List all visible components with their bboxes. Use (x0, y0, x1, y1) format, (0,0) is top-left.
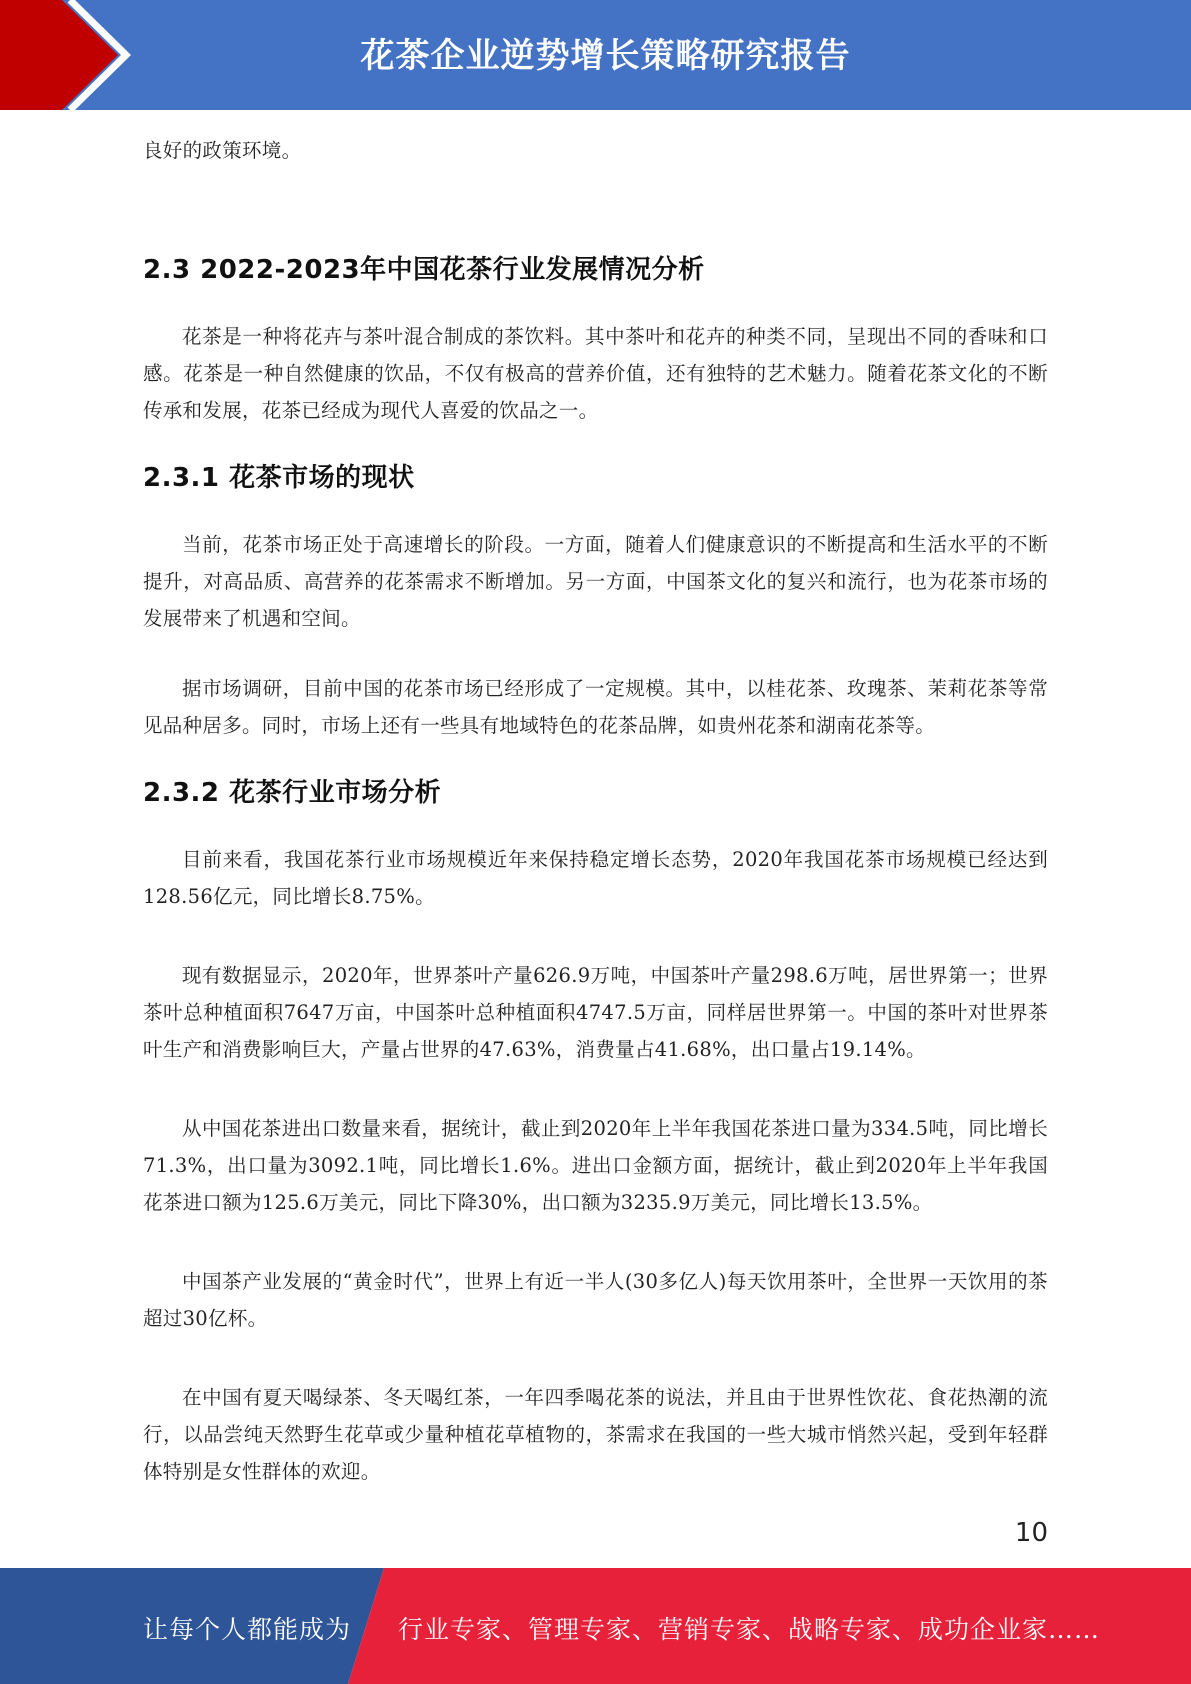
page-number: 10 (1014, 1518, 1048, 1548)
section-2-3-2-paragraph-3: 从中国花茶进出口数量来看，据统计，截止到2020年上半年我国花茶进口量为334.5吨，同比增长71.3%，出口量为3092.1吨，同比增长1.6%。进出口金额方面，据统计，截止到2020年上半年我国花茶进口额为125.6万美元，同比下降30%，出口额为3235.9万美元，同比增长13.5%。 (143, 1117, 1048, 1214)
section-2-3-2-paragraph-4: 中国茶产业发展的“黄金时代”，世界上有近一半人(30多亿人)每天饮用茶叶，全世界一天饮用的茶超过30亿杯。 (143, 1270, 1048, 1330)
section-2-3-2-paragraph-2: 现有数据显示，2020年，世界茶叶产量626.9万吨，中国茶叶产量298.6万吨，居世界第一；世界茶叶总种植面积7647万亩，中国茶叶总种植面积4747.5万亩，同样居世界第一。中国的茶叶对世界茶叶生产和消费影响巨大，产量占世界的47.63%，消费量占41.68%，出口量占19.14%。 (143, 964, 1048, 1061)
section-heading-2-3-2: 2.3.2 花茶行业市场分析 (143, 778, 442, 808)
footer-slogan-left: 让每个人都能成为 (143, 1615, 352, 1644)
section-2-3-paragraph: 花茶是一种将花卉与茶叶混合制成的茶饮料。其中茶叶和花卉的种类不同，呈现出不同的香味和口感。花茶是一种自然健康的饮品，不仅有极高的营养价值，还有独特的艺术魅力。随着花茶文化的不断传承和发展，花茶已经成为现代人喜爱的饮品之一。 (143, 325, 1048, 422)
intro-tail-text: 良好的政策环境。 (143, 139, 302, 162)
main-content (143, 132, 1048, 1490)
section-heading-2-3: 2.3 2022-2023年中国花茶行业发展情况分析 (143, 255, 705, 285)
report-title: 花茶企业逆势增长策略研究报告 (360, 36, 851, 76)
page-footer (0, 1568, 1191, 1684)
section-2-3-2-paragraph-5: 在中国有夏天喝绿茶、冬天喝红茶，一年四季喝花茶的说法，并且由于世界性饮花、食花热潮的流行，以品尝纯天然野生花草或少量种植花草植物的，茶需求在我国的一些大城市悄然兴起，受到年轻群体特别是女性群体的欢迎。 (143, 1386, 1048, 1483)
page-header (0, 0, 1191, 110)
footer-slogan-right: 行业专家、管理专家、营销专家、战略专家、成功企业家…… (398, 1615, 1101, 1644)
section-2-3-1-paragraph-1: 当前，花茶市场正处于高速增长的阶段。一方面，随着人们健康意识的不断提高和生活水平的不断提升，对高品质、高营养的花茶需求不断增加。另一方面，中国茶文化的复兴和流行，也为花茶市场的发展带来了机遇和空间。 (143, 533, 1048, 630)
section-2-3-1-paragraph-2: 据市场调研，目前中国的花茶市场已经形成了一定规模。其中，以桂花茶、玫瑰茶、茉莉花茶等常见品种居多。同时，市场上还有一些具有地域特色的花茶品牌，如贵州花茶和湖南花茶等。 (143, 677, 1048, 737)
section-heading-2-3-1: 2.3.1 花茶市场的现状 (143, 463, 415, 493)
section-2-3-2-paragraph-1: 目前来看，我国花茶行业市场规模近年来保持稳定增长态势，2020年我国花茶市场规模已经达到128.56亿元，同比增长8.75%。 (143, 848, 1048, 908)
